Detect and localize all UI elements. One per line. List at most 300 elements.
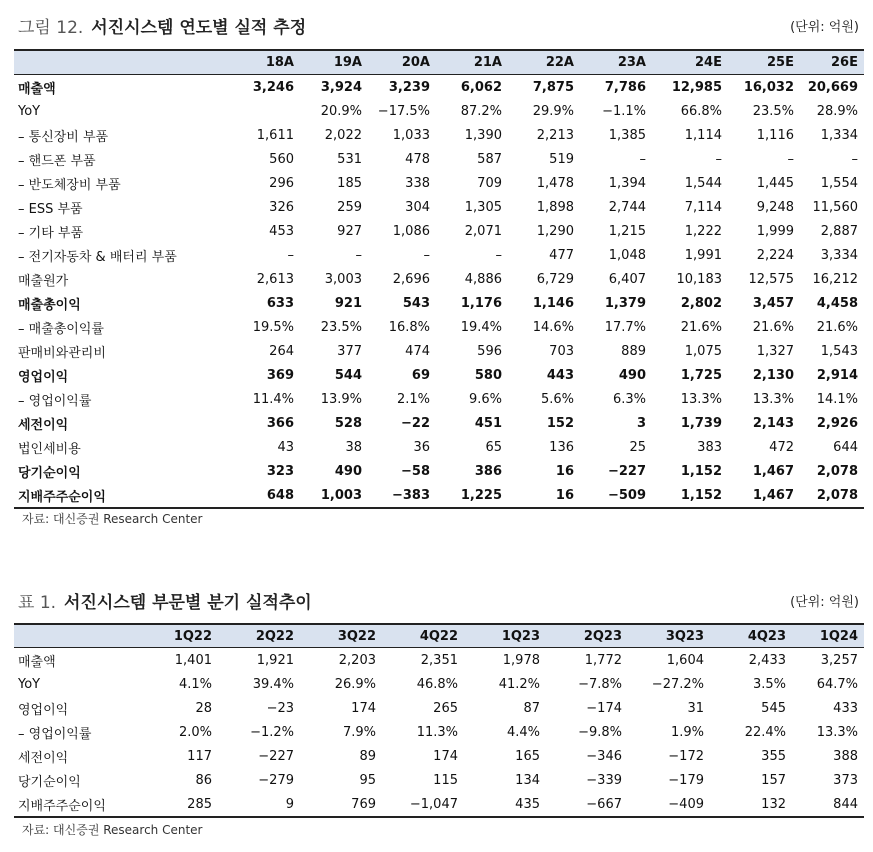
- table-row: [14, 696, 864, 720]
- table-cell: 1,999: [756, 223, 794, 239]
- table-cell: 2,078: [800, 483, 864, 508]
- table1-title: 서진시스템 부문별 분기 실적추이: [64, 592, 312, 613]
- table-row: [14, 75, 864, 100]
- table-cell: 3: [636, 415, 646, 431]
- table-row: [14, 339, 864, 363]
- table-cell: 1,305: [464, 199, 502, 215]
- table-cell: −383: [368, 483, 436, 508]
- table-cell: 14.6%: [532, 319, 574, 335]
- table-cell: –: [287, 247, 294, 263]
- column-header: 19A: [300, 50, 368, 75]
- table-row: [14, 411, 864, 435]
- table-cell: 21.6%: [752, 319, 794, 335]
- table-cell: 16: [508, 483, 580, 508]
- table-cell: 1,898: [536, 199, 574, 215]
- table-cell: 264: [269, 343, 294, 359]
- column-header: 4Q23: [710, 624, 792, 648]
- table-cell: 648: [236, 483, 300, 508]
- table-cell: –: [787, 151, 794, 167]
- table-cell: 545: [761, 700, 786, 716]
- table-cell: −58: [401, 463, 430, 479]
- table-cell: 2,744: [608, 199, 646, 215]
- column-header: 20A: [368, 50, 436, 75]
- table-cell: −1.2%: [250, 724, 294, 740]
- table-cell: 16: [555, 463, 574, 479]
- table-cell: 21.6%: [816, 319, 858, 335]
- row-label: – 기타 부품: [18, 225, 83, 241]
- table-cell: 132: [710, 792, 792, 817]
- table-cell: 6,062: [460, 79, 502, 95]
- table-cell: −23: [266, 700, 294, 716]
- table-cell: 587: [477, 151, 502, 167]
- table-cell: −27.2%: [651, 676, 704, 692]
- table-cell: −509: [580, 483, 652, 508]
- table-cell: 544: [334, 367, 362, 383]
- table-cell: 355: [761, 748, 786, 764]
- table-row: [14, 672, 864, 696]
- table-cell: −339: [586, 772, 622, 788]
- table-cell: 2,926: [816, 415, 858, 431]
- table-cell: 1,445: [756, 175, 794, 191]
- column-header: 2Q22: [218, 624, 300, 648]
- table-cell: −174: [586, 700, 622, 716]
- table-cell: 1,225: [436, 483, 508, 508]
- column-header: 1Q22: [154, 624, 218, 648]
- table-cell: 1,003: [300, 483, 368, 508]
- table-cell: 1,176: [460, 295, 502, 311]
- table-cell: 304: [405, 199, 430, 215]
- table1-heading: [18, 588, 312, 613]
- table-cell: 265: [433, 700, 458, 716]
- table-cell: 433: [833, 700, 858, 716]
- column-header: 25E: [728, 50, 800, 75]
- table-cell: 2,078: [816, 463, 858, 479]
- table-cell: 12,985: [671, 79, 722, 95]
- table-cell: 7,114: [684, 199, 722, 215]
- table-cell: 2.0%: [178, 724, 212, 740]
- table-cell: 453: [269, 223, 294, 239]
- table-cell: 443: [546, 367, 574, 383]
- table-cell: 709: [477, 175, 502, 191]
- table-cell: 490: [334, 463, 362, 479]
- table-cell: −227: [607, 463, 646, 479]
- table-cell: 20.9%: [320, 103, 362, 119]
- table-cell: 1,401: [174, 652, 212, 668]
- table-cell: 29.9%: [532, 103, 574, 119]
- table-row: [14, 99, 864, 123]
- header-row: [14, 624, 864, 648]
- table-cell: –: [495, 247, 502, 263]
- table-cell: −667: [546, 792, 628, 817]
- table-cell: –: [715, 151, 722, 167]
- table-cell: 4,458: [816, 295, 858, 311]
- column-header: 1Q23: [464, 624, 546, 648]
- figure-heading: [18, 13, 306, 38]
- table-cell: 326: [269, 199, 294, 215]
- table-cell: 6,729: [536, 271, 574, 287]
- table-cell: 296: [269, 175, 294, 191]
- row-label: – 매출총이익률: [18, 321, 104, 337]
- table-cell: 26.9%: [334, 676, 376, 692]
- table-cell: 13.3%: [752, 391, 794, 407]
- column-header: 1Q24: [792, 624, 864, 648]
- row-label: 영업이익: [18, 702, 69, 718]
- table-cell: 2,224: [756, 247, 794, 263]
- quarterly-earnings-table: [14, 623, 864, 818]
- table-row: [14, 792, 864, 817]
- column-header: 18A: [236, 50, 300, 75]
- table-cell: 3,457: [752, 295, 794, 311]
- table-cell: 39.4%: [252, 676, 294, 692]
- table-row: [14, 243, 864, 267]
- table-cell: 4.1%: [178, 676, 212, 692]
- table-row: [14, 648, 864, 673]
- row-label: 매출액: [18, 81, 56, 97]
- row-label: 지배주주순이익: [14, 792, 154, 817]
- table-cell: 4,886: [464, 271, 502, 287]
- table-cell: 11.4%: [252, 391, 294, 407]
- table-cell: 1,385: [608, 127, 646, 143]
- table-row: [14, 744, 864, 768]
- table-cell: 21.6%: [680, 319, 722, 335]
- table-cell: 87.2%: [460, 103, 502, 119]
- table-cell: −1,047: [382, 792, 464, 817]
- table-cell: 2,696: [392, 271, 430, 287]
- table-cell: 174: [351, 700, 376, 716]
- table-cell: 1,086: [392, 223, 430, 239]
- table1-source: 자료: 대신증권 Research Center: [22, 823, 203, 837]
- table-cell: 474: [405, 343, 430, 359]
- column-header: 26E: [800, 50, 864, 75]
- table-row: [14, 363, 864, 387]
- header-corner: [14, 50, 236, 75]
- table-cell: 9,248: [756, 199, 794, 215]
- table-cell: 1,222: [684, 223, 722, 239]
- table-cell: 31: [687, 700, 704, 716]
- table-cell: 1,114: [684, 127, 722, 143]
- table-cell: 1,075: [684, 343, 722, 359]
- table-cell: 115: [433, 772, 458, 788]
- table-cell: 38: [345, 439, 362, 455]
- table-cell: 1,033: [392, 127, 430, 143]
- row-label: – 통신장비 부품: [18, 129, 109, 145]
- table-cell: 388: [833, 748, 858, 764]
- table-cell: 472: [769, 439, 794, 455]
- table-cell: 1,379: [604, 295, 646, 311]
- table-cell: 1,991: [684, 247, 722, 263]
- table-cell: 16.8%: [388, 319, 430, 335]
- table-cell: −7.8%: [578, 676, 622, 692]
- table-cell: 435: [464, 792, 546, 817]
- table-cell: 4.4%: [506, 724, 540, 740]
- table-cell: −22: [401, 415, 430, 431]
- table-cell: 1,290: [536, 223, 574, 239]
- row-label: YoY: [18, 676, 41, 692]
- header-row: [14, 50, 864, 75]
- table-cell: 285: [154, 792, 218, 817]
- table1-unit: (단위: 억원): [790, 594, 859, 610]
- table-cell: 703: [549, 343, 574, 359]
- table-cell: 6,407: [608, 271, 646, 287]
- table-row: [14, 267, 864, 291]
- table-cell: 451: [474, 415, 502, 431]
- table-cell: 478: [405, 151, 430, 167]
- header-corner: [14, 624, 154, 648]
- row-label: – 핸드폰 부품: [18, 153, 96, 169]
- table-cell: 43: [277, 439, 294, 455]
- table-cell: 2,351: [420, 652, 458, 668]
- figure-unit: (단위: 억원): [790, 19, 859, 35]
- table-cell: 157: [761, 772, 786, 788]
- table-cell: 1,394: [608, 175, 646, 191]
- table-cell: 28: [195, 700, 212, 716]
- table-cell: 3,257: [820, 652, 858, 668]
- table-cell: 64.7%: [816, 676, 858, 692]
- table-cell: 13.9%: [320, 391, 362, 407]
- table1-label: 표 1.: [18, 592, 57, 613]
- table-cell: 19.4%: [460, 319, 502, 335]
- table-cell: −279: [258, 772, 294, 788]
- table-cell: 1,152: [680, 463, 722, 479]
- row-label: – 전기자동차 & 배터리 부품: [18, 249, 177, 265]
- table-cell: 531: [337, 151, 362, 167]
- table-cell: 3,924: [320, 79, 362, 95]
- table-cell: 95: [359, 772, 376, 788]
- table-cell: −346: [586, 748, 622, 764]
- column-header: 22A: [508, 50, 580, 75]
- table-cell: 117: [187, 748, 212, 764]
- table-cell: −227: [258, 748, 294, 764]
- table-row: [14, 720, 864, 744]
- figure-label: 그림 12.: [18, 17, 84, 38]
- table-cell: 66.8%: [680, 103, 722, 119]
- table-cell: 152: [546, 415, 574, 431]
- table-cell: 1,725: [680, 367, 722, 383]
- table-cell: 1,739: [680, 415, 722, 431]
- table-cell: 844: [792, 792, 864, 817]
- table-cell: 136: [549, 439, 574, 455]
- table-cell: −409: [628, 792, 710, 817]
- row-label: – ESS 부품: [18, 201, 83, 217]
- table-cell: 22.4%: [744, 724, 786, 740]
- table-cell: 69: [411, 367, 430, 383]
- table-cell: 7,875: [532, 79, 574, 95]
- table-cell: 543: [402, 295, 430, 311]
- table-cell: 14.1%: [816, 391, 858, 407]
- column-header: 3Q22: [300, 624, 382, 648]
- table-row: [14, 291, 864, 315]
- table-cell: 1,146: [532, 295, 574, 311]
- table-cell: 1,544: [684, 175, 722, 191]
- table-cell: 2,143: [752, 415, 794, 431]
- table-row: [14, 435, 864, 459]
- table-row: [14, 387, 864, 411]
- table-cell: –: [423, 247, 430, 263]
- table-cell: 1,978: [502, 652, 540, 668]
- table-cell: 1,611: [256, 127, 294, 143]
- table-cell: 259: [337, 199, 362, 215]
- table-cell: 16,032: [743, 79, 794, 95]
- table-cell: 2,433: [748, 652, 786, 668]
- table-cell: 185: [337, 175, 362, 191]
- table-cell: 46.8%: [416, 676, 458, 692]
- table-cell: 6.3%: [612, 391, 646, 407]
- table-cell: 36: [413, 439, 430, 455]
- annual-earnings-table: [14, 49, 864, 509]
- table-row: [14, 315, 864, 339]
- table-cell: 134: [515, 772, 540, 788]
- table-cell: 9: [218, 792, 300, 817]
- table-cell: 2,203: [338, 652, 376, 668]
- column-header: 24E: [652, 50, 728, 75]
- table-cell: 17.7%: [604, 319, 646, 335]
- table-cell: 1,327: [756, 343, 794, 359]
- table-cell: 1,334: [820, 127, 858, 143]
- table-cell: 9.6%: [468, 391, 502, 407]
- table-cell: 377: [337, 343, 362, 359]
- table-cell: −9.8%: [578, 724, 622, 740]
- table-cell: 2,213: [536, 127, 574, 143]
- table-cell: 560: [269, 151, 294, 167]
- table-row: [14, 147, 864, 171]
- table-row: [14, 195, 864, 219]
- table-cell: 3,246: [252, 79, 294, 95]
- table-cell: −179: [668, 772, 704, 788]
- row-label: 세전이익: [18, 417, 69, 433]
- table-cell: –: [639, 151, 646, 167]
- table-cell: 25: [629, 439, 646, 455]
- table-cell: 41.2%: [498, 676, 540, 692]
- table-cell: 1,921: [256, 652, 294, 668]
- row-label: YoY: [18, 103, 41, 119]
- table-cell: 2,022: [324, 127, 362, 143]
- row-label: 세전이익: [18, 750, 69, 766]
- table-cell: 1,543: [820, 343, 858, 359]
- table-cell: 23.5%: [320, 319, 362, 335]
- table1-title-row: [18, 587, 859, 613]
- table-row: [14, 768, 864, 792]
- table-cell: 2.1%: [396, 391, 430, 407]
- column-header: 4Q22: [382, 624, 464, 648]
- table-cell: 369: [266, 367, 294, 383]
- row-label: 당기순이익: [18, 774, 81, 790]
- table-cell: 1,390: [464, 127, 502, 143]
- column-header: 3Q23: [628, 624, 710, 648]
- table-cell: 3,003: [324, 271, 362, 287]
- table-cell: 87: [523, 700, 540, 716]
- table-cell: 2,613: [256, 271, 294, 287]
- table-cell: 528: [334, 415, 362, 431]
- table-cell: 11,560: [812, 199, 858, 215]
- table-cell: 1,215: [608, 223, 646, 239]
- table-cell: 477: [549, 247, 574, 263]
- table-cell: 3.5%: [752, 676, 786, 692]
- row-label: 매출원가: [18, 273, 69, 289]
- table-cell: 12,575: [748, 271, 794, 287]
- table-cell: 1,467: [752, 463, 794, 479]
- table-cell: 1,478: [536, 175, 574, 191]
- table-cell: [236, 99, 300, 123]
- table-cell: –: [355, 247, 362, 263]
- row-label: 영업이익: [18, 369, 69, 385]
- table-row: [14, 219, 864, 243]
- table-cell: 2,071: [464, 223, 502, 239]
- column-header: 23A: [580, 50, 652, 75]
- table-cell: −1.1%: [602, 103, 646, 119]
- table-cell: 89: [359, 748, 376, 764]
- table-cell: 519: [549, 151, 574, 167]
- table-cell: 323: [266, 463, 294, 479]
- table-cell: 7.9%: [342, 724, 376, 740]
- table-cell: 23.5%: [752, 103, 794, 119]
- column-header: 2Q23: [546, 624, 628, 648]
- table-row: [14, 483, 864, 508]
- table-cell: 769: [300, 792, 382, 817]
- table-cell: 13.3%: [816, 724, 858, 740]
- table-cell: 580: [474, 367, 502, 383]
- table-cell: 927: [337, 223, 362, 239]
- table-cell: 383: [697, 439, 722, 455]
- table-cell: 165: [515, 748, 540, 764]
- table-cell: 2,802: [680, 295, 722, 311]
- table-cell: 644: [833, 439, 858, 455]
- table-cell: 86: [195, 772, 212, 788]
- figure-source: 자료: 대신증권 Research Center: [22, 512, 203, 526]
- table-cell: −17.5%: [377, 103, 430, 119]
- table-cell: 386: [474, 463, 502, 479]
- table-cell: 174: [433, 748, 458, 764]
- table-cell: 5.6%: [540, 391, 574, 407]
- row-label: 매출액: [18, 654, 56, 670]
- table-cell: –: [851, 151, 858, 167]
- table-cell: 2,914: [816, 367, 858, 383]
- figure-title-row: [18, 12, 859, 38]
- row-label: – 반도체장비 부품: [18, 177, 121, 193]
- table-cell: 366: [266, 415, 294, 431]
- table-row: [14, 171, 864, 195]
- table-cell: −172: [668, 748, 704, 764]
- table-cell: 3,334: [820, 247, 858, 263]
- table-cell: 338: [405, 175, 430, 191]
- figure-title: 서진시스템 연도별 실적 추정: [91, 17, 307, 38]
- table-cell: 1,048: [608, 247, 646, 263]
- table-row: [14, 459, 864, 483]
- table-cell: 1,467: [728, 483, 800, 508]
- table-cell: 1,772: [584, 652, 622, 668]
- table-cell: 1.9%: [670, 724, 704, 740]
- column-header: 21A: [436, 50, 508, 75]
- table-cell: 7,786: [604, 79, 646, 95]
- table-cell: 16,212: [812, 271, 858, 287]
- table-cell: 65: [485, 439, 502, 455]
- row-label: – 영업이익률: [18, 726, 92, 742]
- row-label: 법인세비용: [18, 441, 81, 457]
- table-cell: 13.3%: [680, 391, 722, 407]
- row-label: 지배주주순이익: [14, 483, 236, 508]
- table-cell: 1,116: [756, 127, 794, 143]
- table-cell: 921: [334, 295, 362, 311]
- table-cell: 596: [477, 343, 502, 359]
- table-cell: 889: [621, 343, 646, 359]
- table-cell: 2,887: [820, 223, 858, 239]
- row-label: 매출총이익: [18, 297, 81, 313]
- table-cell: 11.3%: [416, 724, 458, 740]
- table-cell: 490: [618, 367, 646, 383]
- table-cell: 19.5%: [252, 319, 294, 335]
- table-cell: 20,669: [807, 79, 858, 95]
- table-cell: 1,604: [666, 652, 704, 668]
- table-cell: 28.9%: [816, 103, 858, 119]
